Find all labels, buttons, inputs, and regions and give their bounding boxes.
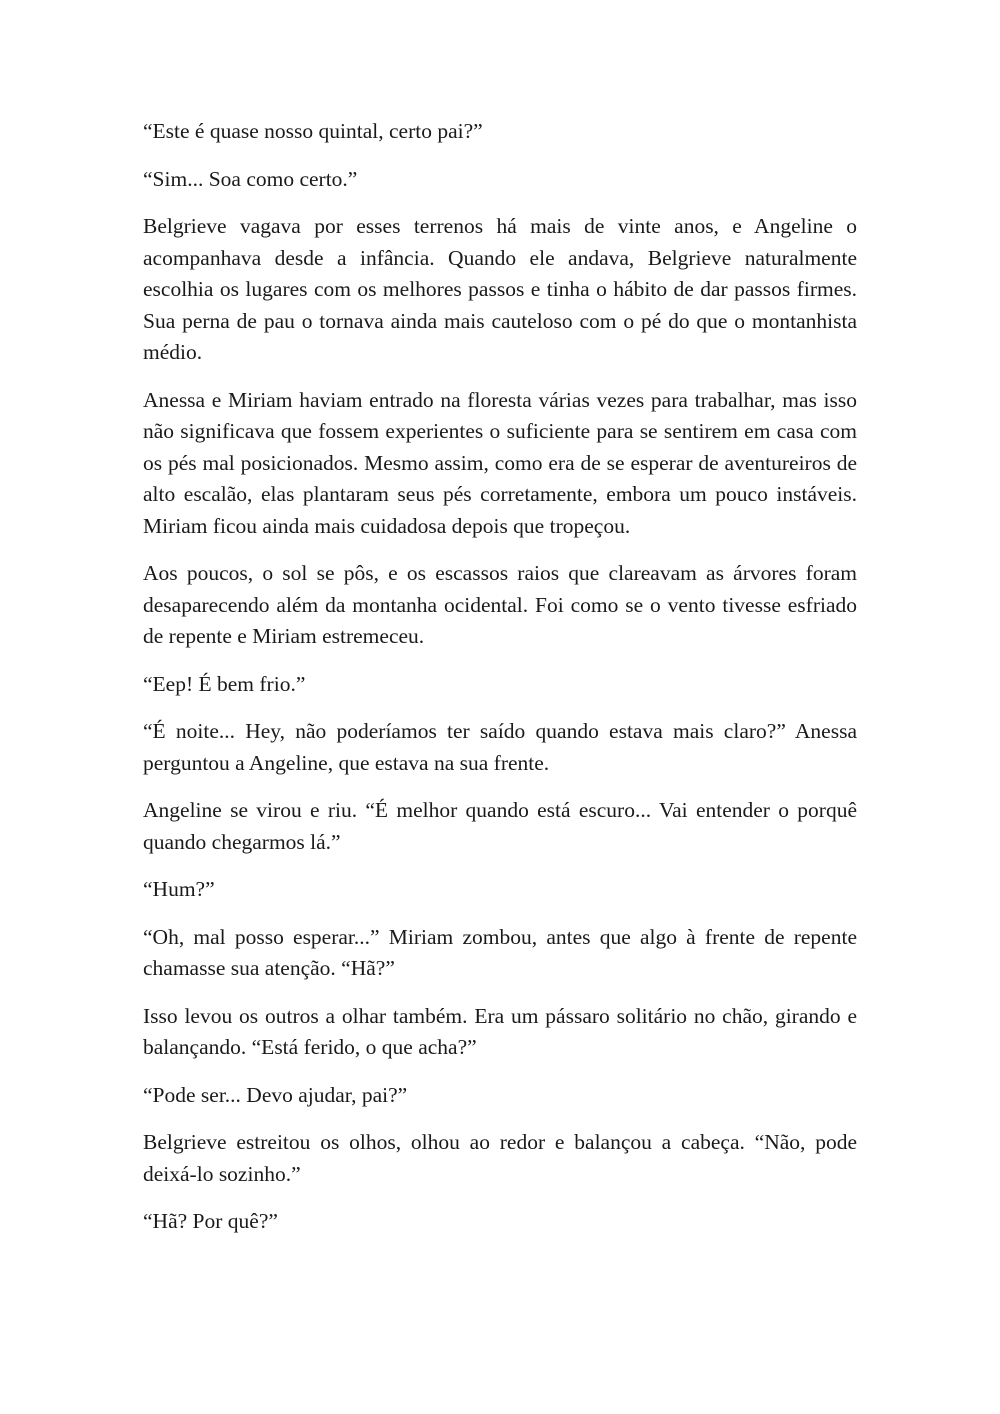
paragraph: Aos poucos, o sol se pôs, e os escassos raios que clareavam as árvores foram desaparecendo além da montanha ocidental. Foi como se o vento tivesse esfriado de repente e Miriam estremeceu. <box>143 561 857 648</box>
paragraph: “Eep! É bem frio.” <box>143 671 306 696</box>
paragraph: Belgrieve vagava por esses terrenos há mais de vinte anos, e Angeline o acompanhava desde a infância. Quando ele andava, Belgrieve naturalmente escolhia os lugares com os melhores passos e tinha o hábito de dar passos firmes. Sua perna de pau o tornava ainda mais cauteloso com o pé do que o montanhista médio. <box>143 214 857 364</box>
paragraph: “Hum?” <box>143 877 215 901</box>
paragraph: Angeline se virou e riu. “É melhor quando está escuro... Vai entender o porquê quando chegarmos lá.” <box>143 798 857 854</box>
paragraph: “É noite... Hey, não poderíamos ter saído quando estava mais claro?” Anessa perguntou a Angeline, que estava na sua frente. <box>143 719 857 775</box>
paragraph: “Hã? Por quê?” <box>143 1209 278 1233</box>
paragraph: Anessa e Miriam haviam entrado na floresta várias vezes para trabalhar, mas isso não significava que fossem experientes o suficiente para se sentirem em casa com os pés mal posicionados. Mesmo assim, como era de se esperar de aventureiros de alto escalão, elas plantaram seus pés corretamente, embora um pouco instáveis. Miriam ficou ainda mais cuidadosa depois que tropeçou. <box>143 387 857 538</box>
paragraph: “Pode ser... Devo ajudar, pai?” <box>143 1082 408 1107</box>
paragraph: Belgrieve estreitou os olhos, olhou ao redor e balançou a cabeça. “Não, pode deixá-lo sozinho.” <box>143 1130 857 1186</box>
document-page <box>143 116 857 1254</box>
paragraph: Isso levou os outros a olhar também. Era um pássaro solitário no chão, girando e balançando. “Está ferido, o que acha?” <box>143 1003 857 1059</box>
paragraph: “Sim... Soa como certo.” <box>143 166 358 191</box>
paragraph: “Oh, mal posso esperar...” Miriam zombou, antes que algo à frente de repente chamasse sua atenção. “Hã?” <box>143 924 857 980</box>
paragraph: “Este é quase nosso quintal, certo pai?” <box>143 119 483 143</box>
